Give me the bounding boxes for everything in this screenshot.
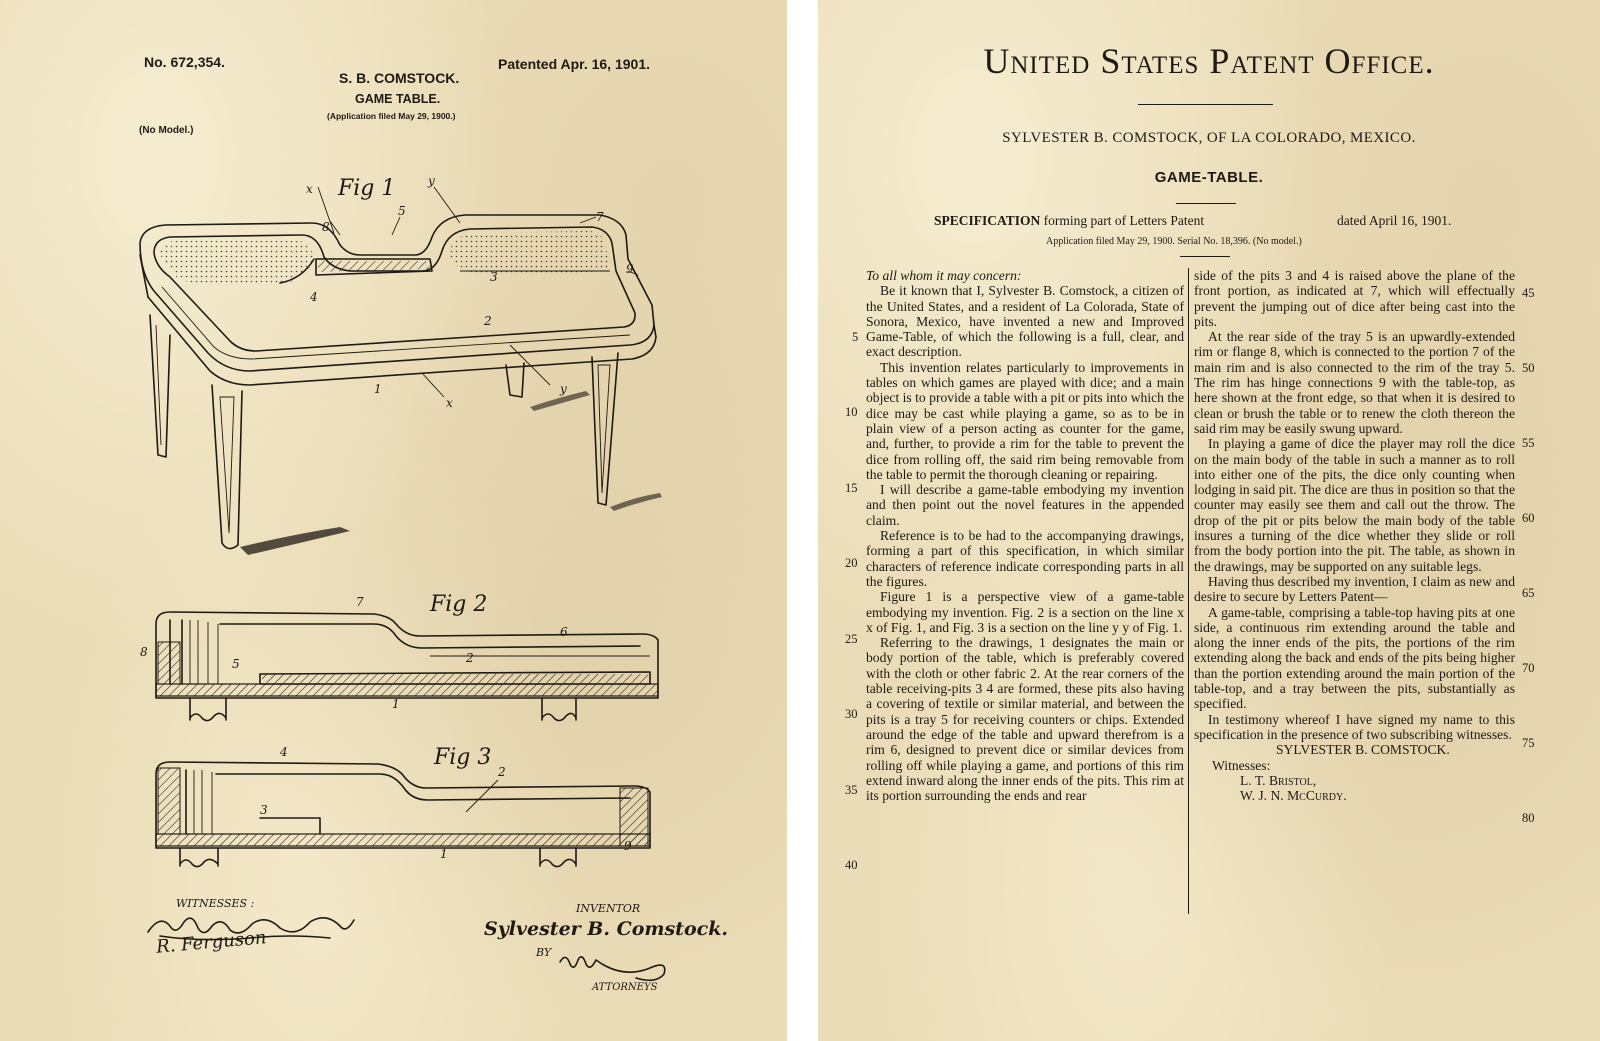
paragraph: Figure 1 is a perspective view of a game-table embodying my invention. Fig. 2 is a section on the line x x of Fig. 1, and Fig. 3 is a section on the line y y of Fig. 1. bbox=[866, 589, 1184, 635]
line-number: 80 bbox=[1522, 811, 1535, 825]
svg-text:y: y bbox=[428, 175, 435, 188]
document-title: GAME-TABLE. bbox=[1154, 169, 1264, 186]
paragraph: Be it known that I, Sylvester B. Comstock, a citizen of the United States, and a resident of La Colorada, State of Sonora, Mexico, have invented a new and Improved Game-Table, of which the following is a full, clear, and exact description. bbox=[866, 283, 1184, 360]
paragraph: At the rear side of the tray 5 is an upwardly-extended rim or flange 8, which is connected to the portion 7 of the main rim and is also connected to the rim of the tray 5. The rim has hinge connections 9 with the table-top, as here shown at the front edge, so that when it is desired to clean or brush the table or to renew the cloth thereon the said rim may be easily swung upward. bbox=[1194, 329, 1515, 436]
line-number: 55 bbox=[1522, 436, 1535, 450]
svg-text:4: 4 bbox=[310, 290, 318, 304]
fig2-label: Fig 2 bbox=[430, 592, 488, 617]
drawing-sheet bbox=[0, 0, 787, 1041]
svg-text:8: 8 bbox=[322, 220, 330, 234]
title-rule-3 bbox=[1180, 256, 1230, 257]
line-number: 5 bbox=[852, 330, 859, 344]
svg-text:6: 6 bbox=[560, 625, 568, 639]
signer: SYLVESTER B. COMSTOCK. bbox=[1276, 742, 1450, 758]
line-number: 30 bbox=[845, 707, 858, 721]
salutation: To all whom it may concern: bbox=[866, 268, 1022, 283]
svg-text:y: y bbox=[560, 382, 567, 396]
witness-name: W. J. N. McCurdy. bbox=[1240, 788, 1347, 804]
inventor-signature: Sylvester B. Comstock. bbox=[484, 918, 728, 940]
svg-text:4: 4 bbox=[280, 745, 288, 759]
svg-text:2: 2 bbox=[498, 765, 506, 779]
inventor-line: SYLVESTER B. COMSTOCK, OF LA COLORADO, MEXICO. bbox=[1002, 130, 1416, 146]
spec-bold: SPECIFICATION bbox=[934, 213, 1041, 228]
specification-line bbox=[934, 213, 1204, 229]
claim: A game-table, comprising a table-top having pits at one side, a continuous rim extending around the table and along the inner ends of the pits, the portions of the rim extending along the back and ends of the pits being higher than the portion extending around the main portion of the table-top, and a tray between the pits, substantially as specified. bbox=[1194, 604, 1515, 712]
paragraph: side of the pits 3 and 4 is raised above the plane of the front portion, as indicated at 7, which will effectually prevent the jumping out of dice after being cast into the pits. bbox=[1194, 268, 1515, 329]
text-column-right bbox=[1194, 268, 1515, 803]
svg-text:8: 8 bbox=[140, 645, 148, 659]
spec-rest: forming part of Letters Patent bbox=[1043, 213, 1205, 228]
column-divider bbox=[1188, 268, 1189, 914]
svg-text:1: 1 bbox=[392, 697, 400, 711]
witnesses-label: Witnesses: bbox=[1212, 757, 1271, 773]
figure-1-perspective bbox=[130, 175, 690, 570]
line-number: 75 bbox=[1522, 736, 1535, 750]
svg-text:1: 1 bbox=[440, 847, 448, 861]
line-number: 50 bbox=[1522, 361, 1535, 375]
title-rule bbox=[1138, 104, 1273, 105]
line-number: 40 bbox=[845, 858, 858, 872]
model-note: (No Model.) bbox=[139, 125, 194, 136]
paragraph: Referring to the drawings, 1 designates the main or body portion of the table, which is preferably covered with the cloth or other fabric 2. At the rear corners of the table receiving-pits 3 4 are formed, these pits also having a covering of textile or similar material, and between the pits is a tray 5 for receiving counters or chips. Extended around the edge of the table and upward therefrom is a rim 6, designed to prevent dice or similar devices from rolling off while playing a game, and portions of this rim extend inward along the inner ends of the pits. This rim at its portion surrounding the ends and rear bbox=[866, 635, 1184, 804]
attorneys-label: ATTORNEYS bbox=[592, 982, 658, 993]
line-number: 15 bbox=[845, 481, 858, 495]
line-number: 70 bbox=[1522, 661, 1535, 675]
line-number: 35 bbox=[845, 783, 858, 797]
fig1-label: Fig 1 bbox=[338, 176, 396, 201]
application-line: Application filed May 29, 1900. Serial No. 18,396. (No model.) bbox=[1046, 236, 1302, 247]
specification-sheet bbox=[818, 0, 1600, 1041]
paragraph: I will describe a game-table embodying my invention and then point out the novel features in the appended claim. bbox=[866, 482, 1184, 528]
svg-text:x: x bbox=[306, 182, 313, 196]
paragraph: In testimony whereof I have signed my name to this specification in the presence of two subscribing witnesses. bbox=[1194, 711, 1515, 742]
spec-dated: dated April 16, 1901. bbox=[1337, 213, 1452, 228]
svg-text:x: x bbox=[446, 396, 453, 410]
svg-text:9: 9 bbox=[624, 839, 632, 853]
office-title: United States Patent Office. bbox=[983, 41, 1435, 81]
line-number: 20 bbox=[845, 556, 858, 570]
svg-text:3: 3 bbox=[260, 803, 268, 817]
inventor-label: INVENTOR bbox=[576, 902, 641, 915]
svg-text:2: 2 bbox=[484, 314, 492, 328]
svg-text:7: 7 bbox=[596, 210, 604, 224]
line-number: 25 bbox=[845, 632, 858, 646]
svg-text:2: 2 bbox=[466, 651, 474, 665]
text-column-left bbox=[866, 268, 1184, 803]
paragraph: This invention relates particularly to improvements in tables on which games are played with dice; and a main object is to provide a table with a pit or pits into which the dice may be cast while playing a game, so as to be in plain view of a person acting as counter for the game, and, further, to provide a rim for the table to prevent the dice from rolling off, the said rim being removable from the table to permit the thorough cleaning or repairing. bbox=[866, 359, 1184, 482]
paragraph: In playing a game of dice the player may roll the dice on the main body of the table in such a manner as to roll into either one of the pits, the dice only counting when lodging in said pit. The dice are thus in position so that the counter may easily see them and call out the throw. The drop of the pit or pits below the main body of the table insures a turning of the dice whether they slide or roll from the body portion into the pit. The table, as shown in the drawings, may be supported on any suitable legs. bbox=[1194, 436, 1515, 574]
line-number: 45 bbox=[1522, 286, 1535, 300]
svg-text:7: 7 bbox=[356, 595, 364, 609]
by-label: BY bbox=[536, 946, 552, 959]
svg-text:9: 9 bbox=[626, 262, 634, 276]
witness-name: L. T. Bristol, bbox=[1240, 772, 1317, 788]
figure-2-section bbox=[130, 590, 670, 735]
title-rule-2 bbox=[1176, 203, 1236, 204]
inventor-name: S. B. COMSTOCK. bbox=[339, 70, 460, 86]
svg-text:1: 1 bbox=[374, 382, 382, 396]
line-number: 10 bbox=[845, 405, 858, 419]
line-number: 60 bbox=[1522, 511, 1535, 525]
witnesses-label: WITNESSES : bbox=[176, 897, 255, 910]
paragraph: Having thus described my invention, I claim as new and desire to secure by Letters Patent— bbox=[1194, 573, 1515, 605]
application-note: (Application filed May 29, 1900.) bbox=[327, 111, 456, 121]
line-number: 65 bbox=[1522, 586, 1535, 600]
patent-number: No. 672,354. bbox=[144, 54, 225, 70]
drawing-title: GAME TABLE. bbox=[355, 92, 441, 106]
fig3-label: Fig 3 bbox=[434, 745, 492, 770]
paragraph: Reference is to be had to the accompanying drawings, forming a part of this specification, in which similar characters of reference indicate corresponding parts in all the figures. bbox=[866, 528, 1184, 589]
witness-signature-2: R. Ferguson bbox=[155, 927, 268, 958]
svg-text:5: 5 bbox=[232, 657, 240, 671]
svg-text:5: 5 bbox=[398, 204, 406, 218]
patent-date: Patented Apr. 16, 1901. bbox=[498, 56, 650, 72]
figure-3-section bbox=[130, 740, 670, 880]
svg-text:3: 3 bbox=[490, 270, 498, 284]
